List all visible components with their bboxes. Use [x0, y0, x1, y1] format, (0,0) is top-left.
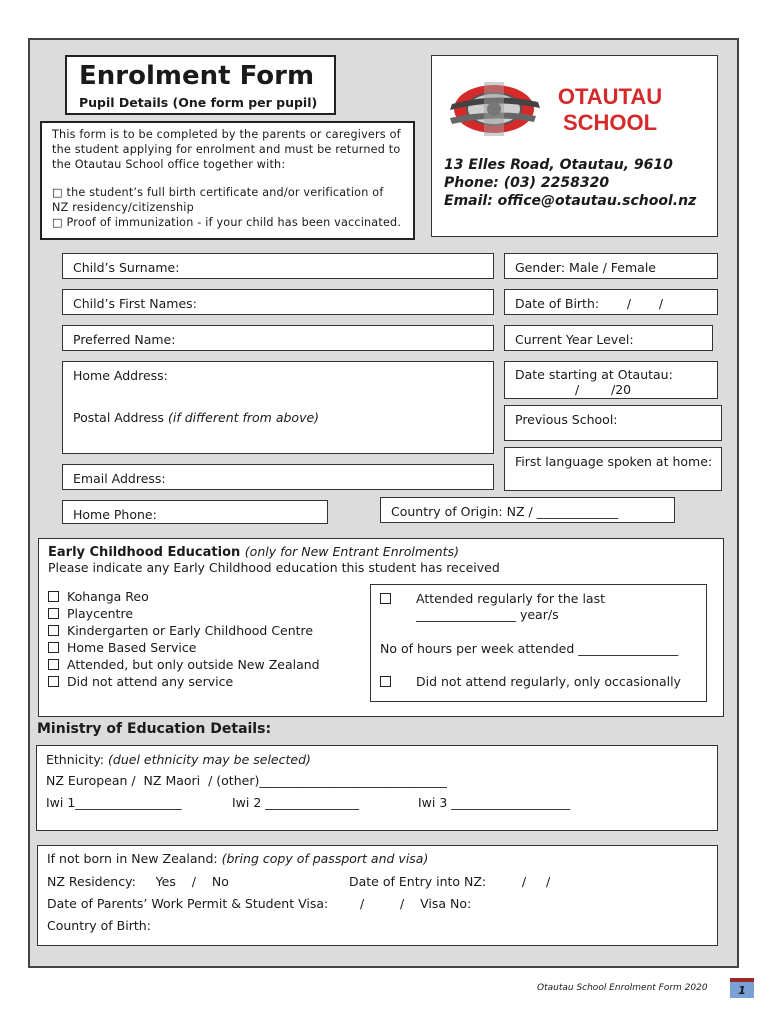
page-number: 1	[730, 978, 754, 998]
ece-option[interactable]	[48, 606, 320, 623]
iwi1-line[interactable]: Iwi 1_________________	[46, 795, 182, 810]
ece-option[interactable]	[48, 623, 320, 640]
date-entry-line[interactable]: Date of Entry into NZ: / /	[349, 874, 551, 889]
postal-address-text: Postal Address	[73, 410, 169, 425]
moe-title: Ministry of Education Details:	[37, 721, 272, 737]
checkbox-icon[interactable]	[48, 676, 59, 687]
born-label: If not born in New Zealand:	[47, 851, 222, 866]
gender-field[interactable]: Gender: Male / Female	[504, 253, 718, 279]
school-name-logo	[545, 84, 675, 136]
iwi3-line[interactable]: Iwi 3 ___________________	[418, 795, 571, 810]
checkbox-icon[interactable]	[48, 591, 59, 602]
school-address: 13 Elles Road, Otautau, 9610	[444, 157, 673, 173]
school-logo-icon	[444, 78, 544, 140]
attended-regularly-text	[416, 591, 605, 623]
school-name-line1: OTAUTAU	[557, 84, 663, 109]
ece-options	[48, 589, 320, 691]
intro-item-birth-certificate: □ the student’s full birth certificate and/or verification of NZ residency/citizenship	[52, 186, 384, 214]
preferred-name-field[interactable]: Preferred Name:	[62, 325, 494, 351]
ece-prompt: Please indicate any Early Childhood education this student has received	[48, 560, 500, 575]
ethnicity-options-line[interactable]: NZ European / NZ Maori / (other)______________________________	[46, 773, 447, 788]
attended-years-line: ________________ year/s	[416, 607, 559, 622]
checkbox-icon[interactable]	[380, 593, 391, 604]
ece-option-label: Kindergarten or Early Childhood Centre	[67, 623, 314, 638]
date-starting-field[interactable]	[504, 361, 718, 399]
attended-regularly-label: Attended regularly for the last	[416, 591, 606, 606]
address-field[interactable]	[62, 361, 494, 454]
hours-per-week-line[interactable]: No of hours per week attended ________________	[380, 641, 679, 656]
first-language-field[interactable]: First language spoken at home:	[504, 447, 722, 491]
intro-item-immunization: □ Proof of immunization - if your child has been vaccinated.	[52, 216, 402, 229]
ece-attendance-box	[370, 584, 707, 702]
school-contact	[444, 156, 696, 210]
nz-residency-line[interactable]: NZ Residency: Yes / No	[47, 874, 229, 889]
checkbox-icon[interactable]	[380, 676, 391, 687]
school-info-box	[431, 55, 718, 237]
attended-regularly-option[interactable]	[380, 591, 399, 606]
ece-option-label: Playcentre	[67, 606, 134, 621]
title-box	[65, 55, 336, 115]
postal-address-note: (if different from above)	[168, 410, 320, 425]
dob-field[interactable]: Date of Birth: / /	[504, 289, 718, 315]
intro-box	[40, 121, 415, 240]
ece-title: Early Childhood Education	[48, 545, 245, 560]
country-birth-line[interactable]: Country of Birth:	[47, 918, 151, 933]
first-names-field[interactable]: Child’s First Names:	[62, 289, 494, 315]
country-origin-field[interactable]: Country of Origin: NZ / _____________	[380, 497, 675, 523]
work-permit-line[interactable]: Date of Parents’ Work Permit & Student Visa: / / Visa No:	[47, 896, 472, 911]
ece-option-label: Home Based Service	[67, 640, 197, 655]
ece-option-label: Attended, but only outside New Zealand	[67, 657, 320, 672]
ece-option[interactable]	[48, 657, 320, 674]
occasional-label: Did not attend regularly, only occasionally	[416, 674, 681, 689]
ethnicity-heading	[46, 752, 311, 767]
ece-heading	[48, 544, 459, 560]
born-heading	[47, 851, 428, 866]
residency-section	[37, 845, 718, 946]
intro-text: This form is to be completed by the parents or caregivers of the student applying for enrolment and must be returned to the Otautau School office together with:	[52, 128, 401, 171]
school-name-line2: SCHOOL	[562, 110, 658, 135]
date-starting-value: / /20	[575, 382, 632, 397]
school-email: Email: office@otautau.school.nz	[444, 193, 697, 209]
ece-title-note: (only for New Entrant Enrolments)	[244, 544, 459, 559]
ethnicity-note: (duel ethnicity may be selected)	[108, 752, 311, 767]
previous-school-field[interactable]: Previous School:	[504, 405, 722, 441]
checkbox-icon[interactable]	[48, 625, 59, 636]
ece-section	[38, 538, 724, 717]
year-level-field[interactable]: Current Year Level:	[504, 325, 713, 351]
ethnicity-section	[36, 745, 718, 831]
ece-option[interactable]	[48, 589, 320, 606]
surname-field[interactable]: Child’s Surname:	[62, 253, 494, 279]
page-subtitle: Pupil Details (One form per pupil)	[79, 95, 318, 110]
email-field[interactable]: Email Address:	[62, 464, 494, 490]
born-note: (bring copy of passport and visa)	[221, 851, 429, 866]
iwi2-line[interactable]: Iwi 2 _______________	[232, 795, 360, 810]
checkbox-icon[interactable]	[48, 608, 59, 619]
footer-text: Otautau School Enrolment Form 2020	[537, 983, 708, 993]
checkbox-icon[interactable]	[48, 642, 59, 653]
date-starting-label: Date starting at Otautau:	[515, 367, 673, 382]
ethnicity-label: Ethnicity:	[46, 752, 109, 767]
home-address-label: Home Address:	[73, 368, 168, 383]
ece-option[interactable]	[48, 674, 320, 691]
page-title: Enrolment Form	[79, 61, 315, 91]
ece-option-label: Did not attend any service	[67, 674, 234, 689]
occasional-option[interactable]	[380, 674, 399, 689]
checkbox-icon[interactable]	[48, 659, 59, 670]
school-phone: Phone: (03) 2258320	[444, 175, 610, 191]
postal-address-label	[73, 410, 483, 425]
ece-option-label: Kohanga Reo	[67, 589, 149, 604]
ece-option[interactable]	[48, 640, 320, 657]
home-phone-field[interactable]: Home Phone:	[62, 500, 328, 524]
